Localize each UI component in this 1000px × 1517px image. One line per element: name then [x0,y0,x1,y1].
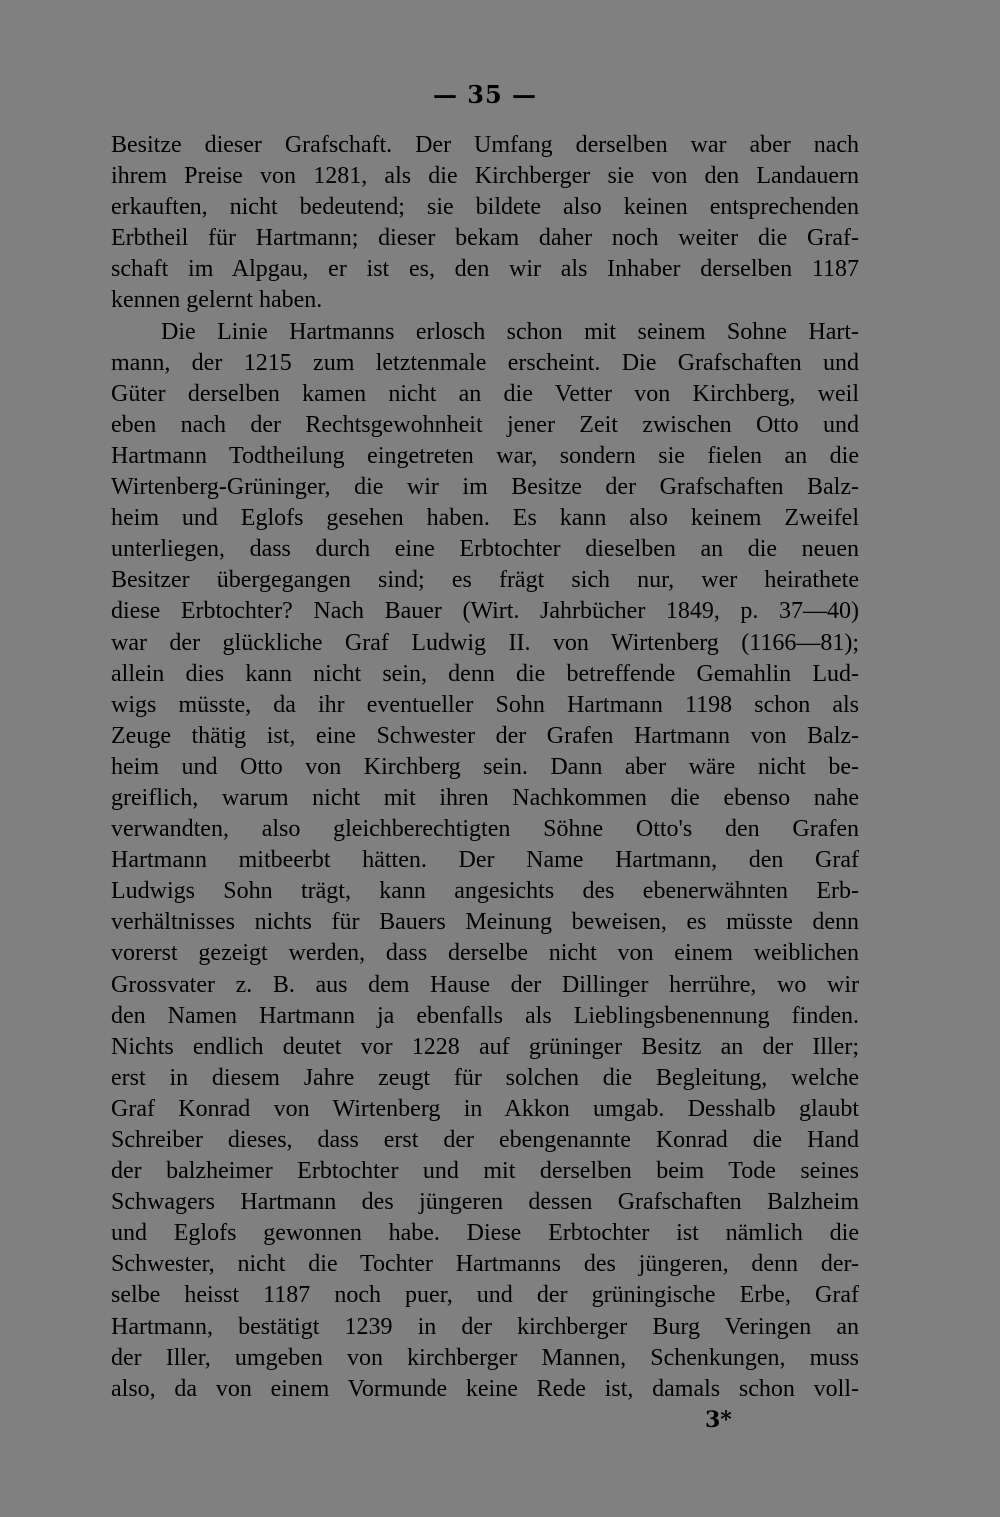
text-line: der balzheimer Erbtochter und mit derselben beim Tode seines [111,1158,859,1185]
text-line: greiflich, warum nicht mit ihren Nachkommen die ebenso nahe [111,784,859,811]
text-line: diese Erbtochter? Nach Bauer (Wirt. Jahrbücher 1849, p. 37—40) [111,598,859,625]
text-line: allein dies kann nicht sein, denn die betreffende Gemahlin Lud- [111,660,859,687]
text-line: Wirtenberg-Grüninger, die wir im Besitze der Grafschaften Balz- [111,474,859,501]
text-line: unterliegen, dass durch eine Erbtochter dieselben an die neuen [111,536,859,563]
body-text [111,130,859,1405]
text-line: war der glückliche Graf Ludwig II. von Wirtenberg (1166—81); [111,629,859,656]
text-line: Schwester, nicht die Tochter Hartmanns des jüngeren, denn der- [111,1251,859,1278]
text-line: heim und Eglofs gesehen haben. Es kann also keinem Zweifel [111,505,859,532]
text-line: Güter derselben kamen nicht an die Vetter von Kirchberg, weil [111,380,859,407]
text-line: eben nach der Rechtsgewohnheit jener Zeit zwischen Otto und [111,411,859,438]
text-line: verhältnisses nichts für Bauers Meinung beweisen, es müsste denn [111,909,859,936]
text-line: und Eglofs gewonnen habe. Diese Erbtochter ist nämlich die [111,1220,859,1247]
text-line: Besitzer übergegangen sind; es frägt sich nur, wer heirathete [111,567,859,594]
text-line: also, da von einem Vormunde keine Rede ist, damals schon voll- [111,1375,859,1402]
text-line: kennen gelernt haben. [111,287,323,314]
text-line: schaft im Alpgau, er ist es, den wir als Inhaber derselben 1187 [111,256,859,283]
text-line: Besitze dieser Grafschaft. Der Umfang derselben war aber nach [111,132,859,158]
text-line: selbe heisst 1187 noch puer, und der grüningische Erbe, Graf [111,1282,859,1309]
text-line: mann, der 1215 zum letztenmale erscheint. Die Grafschaften und [111,349,859,376]
text-line: erkauften, nicht bedeutend; sie bildete also keinen entsprechenden [111,194,859,221]
text-line: wigs müsste, da ihr eventueller Sohn Hartmann 1198 schon als [111,691,859,718]
text-line: Grossvater z. B. aus dem Hause der Dillinger herrühre, wo wir [111,971,859,998]
text-line: den Namen Hartmann ja ebenfalls als Lieblingsbenennung finden. [111,1002,859,1029]
text-line: Schwagers Hartmann des jüngeren dessen Grafschaften Balzheim [111,1189,859,1216]
text-line: vorerst gezeigt werden, dass derselbe nicht von einem weiblichen [111,940,859,967]
text-line: verwandten, also gleichberechtigten Söhne Otto's den Grafen [111,816,859,843]
text-line: erst in diesem Jahre zeugt für solchen die Begleitung, welche [111,1064,859,1091]
text-line: Graf Konrad von Wirtenberg in Akkon umgab. Desshalb glaubt [111,1095,859,1122]
text-line: Schreiber dieses, dass erst der ebengenannte Konrad die Hand [111,1127,859,1153]
text-line: Hartmann, bestätigt 1239 in der kirchberger Burg Veringen an [111,1313,859,1340]
text-line: Zeuge thätig ist, eine Schwester der Grafen Hartmann von Balz- [111,722,859,749]
text-line: Ludwigs Sohn trägt, kann angesichts des ebenerwähnten Erb- [111,878,859,905]
page-number: — 35 — [432,80,538,109]
text-line: Erbtheil für Hartmann; dieser bekam daher noch weiter die Graf- [111,225,859,252]
text-line: Die Linie Hartmanns erlosch schon mit seinem Sohne Hart- [161,318,859,345]
text-line: Hartmann mitbeerbt hätten. Der Name Hartmann, den Graf [111,847,859,874]
signature-mark: 3* [705,1407,732,1433]
text-line: heim und Otto von Kirchberg sein. Dann aber wäre nicht be- [111,753,859,780]
text-line: Nichts endlich deutet vor 1228 auf grüninger Besitz an der Iller; [111,1033,859,1060]
text-line: der Iller, umgeben von kirchberger Mannen, Schenkungen, muss [111,1344,859,1371]
text-line: ihrem Preise von 1281, als die Kirchberger sie von den Landauern [111,163,859,190]
text-line: Hartmann Todtheilung eingetreten war, sondern sie fielen an die [111,442,859,469]
